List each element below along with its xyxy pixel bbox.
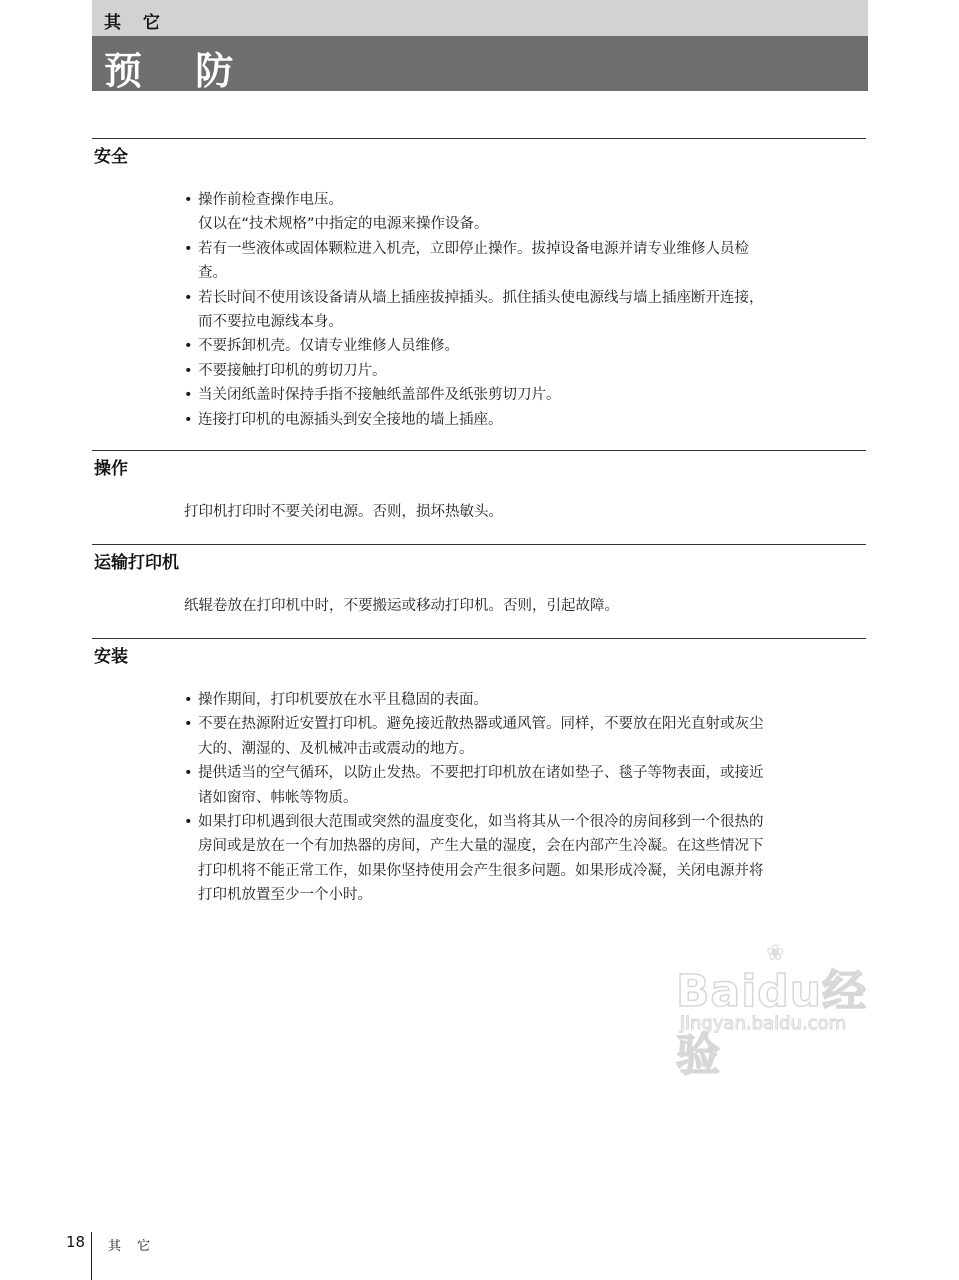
safety-body [184,188,776,432]
list-item: • 提供适当的空气循环，以防止发热。不要把打印机放在诸如垫子、毯子等物表面，或接近诸如窗帘、帏帐等物质。 [184,761,776,810]
section-heading: 安装 [94,647,128,667]
section-safety [92,138,866,167]
page-title: 预 防 [104,49,254,93]
baidu-watermark [676,935,906,1081]
installation-list [184,688,776,908]
chapter-bar [92,0,868,36]
footer-divider [91,1232,92,1280]
list-item: • 操作期间，打印机要放在水平且稳固的表面。 [184,688,776,712]
operation-body [184,500,776,524]
list-item: • 若有一些液体或固体颗粒进入机壳，立即停止操作。拔掉设备电源并请专业维修人员检查。 [184,237,776,286]
bullet-subtext: 仅以在“技术规格”中指定的电源来操作设备。 [198,216,489,233]
section-divider [92,450,866,451]
list-item: • 不要接触打印机的剪切刀片。 [184,359,776,383]
list-item: • 不要拆卸机壳。仅请专业维修人员维修。 [184,334,776,358]
safety-list [184,188,776,432]
list-item [184,188,776,237]
page-number: 18 [66,1233,86,1251]
section-transport [92,544,866,573]
chapter-label: 其 它 [104,13,168,33]
paragraph: 纸辊卷放在打印机中时，不要搬运或移动打印机。否则，引起故障。 [184,598,619,614]
list-item: • 若长时间不使用该设备请从墙上插座拔掉插头。抓住插头使电源线与墙上插座断开连接，而不要拉电源线本身。 [184,286,776,335]
list-item: • 连接打印机的电源插头到安全接地的墙上插座。 [184,408,776,432]
section-installation [92,638,866,667]
list-item: • 不要在热源附近安置打印机。避免接近散热器或通风管。同样，不要放在阳光直射或灰尘大的、潮湿的、及机械冲击或震动的地方。 [184,712,776,761]
installation-body [184,688,776,908]
paw-icon: ❀ [766,941,785,966]
section-heading: 安全 [94,147,128,167]
section-operation [92,450,866,479]
title-bar [92,36,868,91]
list-item: • 如果打印机遇到很大范围或突然的温度变化，如当将其从一个很冷的房间移到一个很热的房间或是放在一个有加热器的房间，产生大量的湿度，会在内部产生冷凝。在这些情况下打印机将不能正常工作，如果你坚持使用会产生很多问题。如果形成冷凝，关闭电源并将打印机放置至少一个小时。 [184,810,776,908]
watermark-logo: Baidu经验 [676,966,868,1081]
paragraph: 打印机打印时不要关闭电源。否则，损坏热敏头。 [184,504,503,520]
list-item: • 当关闭纸盖时保持手指不接触纸盖部件及纸张剪切刀片。 [184,383,776,407]
transport-body [184,594,776,618]
footer-chapter-label: 其 它 [108,1239,157,1254]
section-divider [92,544,866,545]
watermark-url: jingyan.baidu.com [680,1013,847,1034]
section-divider [92,638,866,639]
section-heading: 运输打印机 [94,553,179,573]
section-divider [92,138,866,139]
bullet-text: 操作前检查操作电压。 [198,192,343,208]
section-heading: 操作 [94,459,128,479]
